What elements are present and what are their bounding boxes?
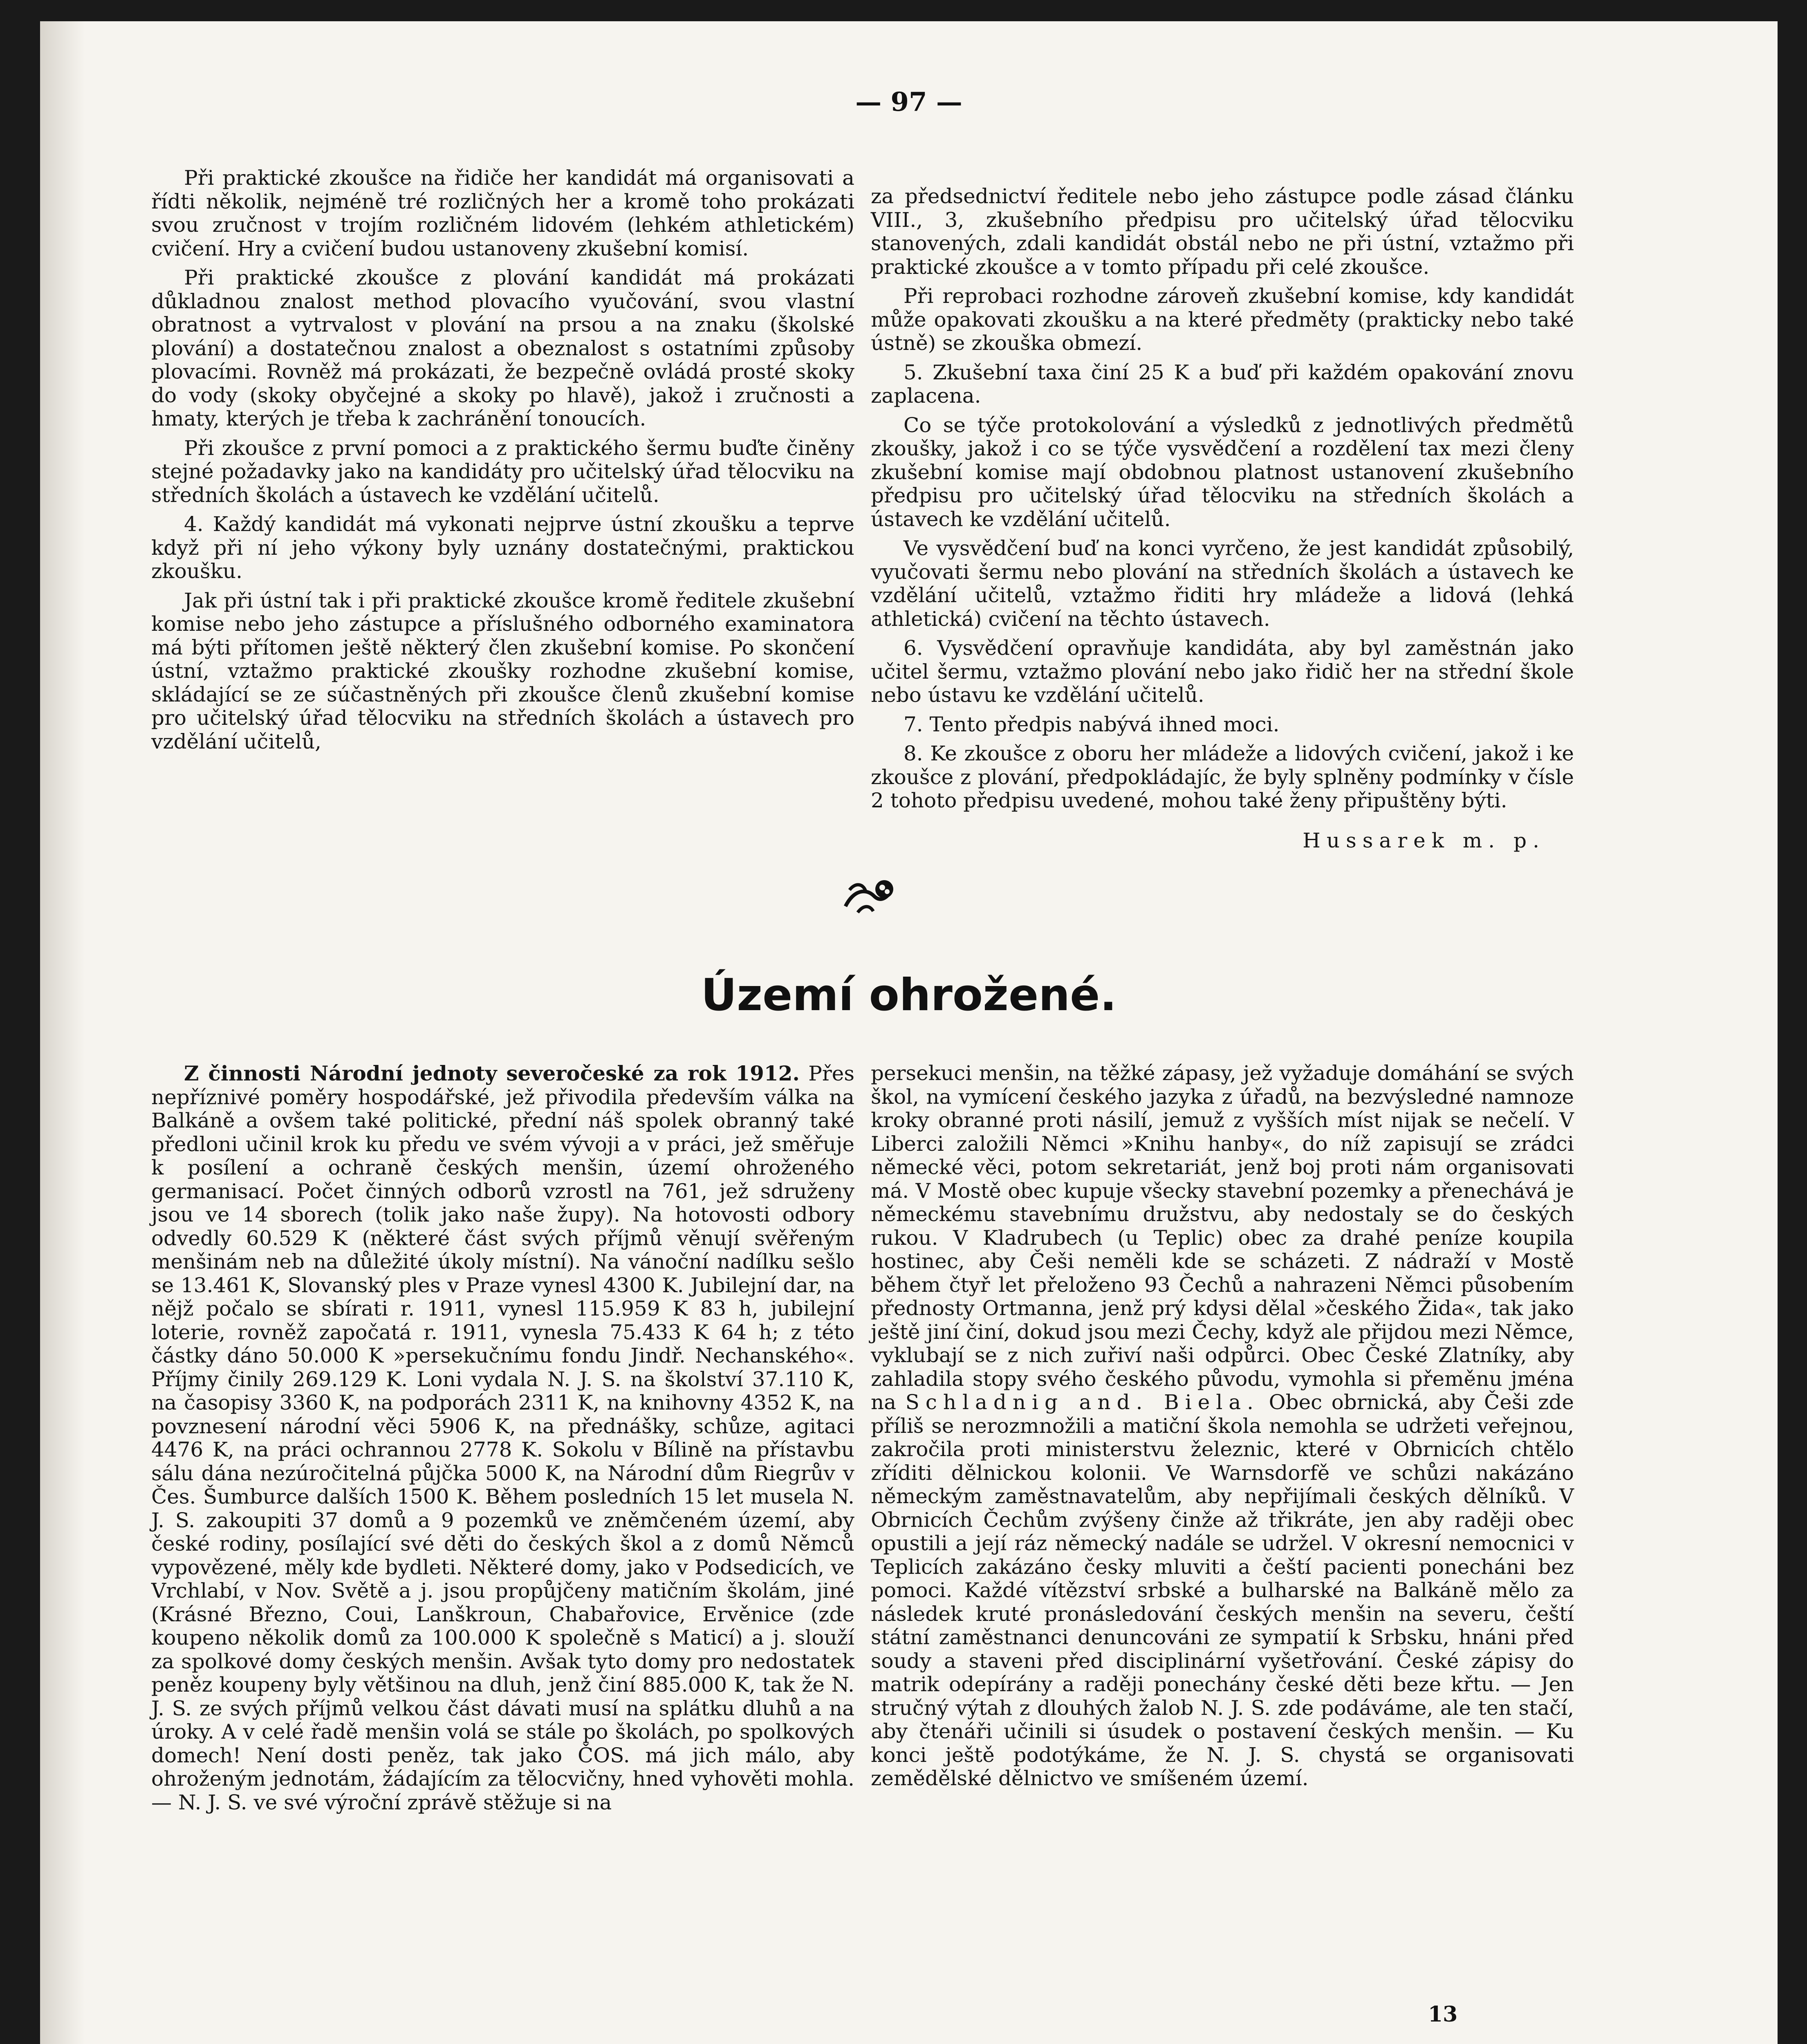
floral-ornament-icon [841, 874, 899, 919]
paragraph-text: Obec obrnická, aby Češi zde příliš se nerozmnožili a matiční škola nemohla se udržeti veřejnou, zakročila proti ministerstvu železnic, které v Obrnicích chtělo zříditi dělnickou kolonii. Ve Warnsdorfě ve schůzi nakázáno německým zaměstnavatelům, aby nepřijímali českých dělníků. V Obrnicích Čechům zvýšeny činže až třikráte, jen aby raději obec opustili a její ráz německý nadále se udržel. V okresní nemocnici v Teplicích zakázáno česky mluviti a čeští pacienti ponecháni bez pomoci. Každé vítězství srbské a bulharské na Balkáně mělo za následek kruté pronásledování českých menšin na severu, čeští státní zaměstnanci denuncováni ze sympatií k Srbsku, hnáni před soudy a staveni před disciplinární vyšetřování. České zápisy do matrik odepírány a raději ponechány české děti beze křtu. — Jen stručný výtah z dlouhých žalob N. J. S. zde podáváme, ale ten stačí, aby čtenáři učinili si úsudek o postavení českých menšin. — Ku konci ještě podotýkáme, že N. J. S. chystá se organisovati zemědělské dělnictvo ve smíšeném území. [871, 1390, 1574, 1790]
paragraph: Jak při ústní tak i při praktické zkoušce kromě ředitele zkušební komise nebo jeho zástupce a příslušného odborného examinatora má býti přítomen ještě některý člen zkušební komise. Po skončení ústní, vztažmo praktické zkoušky rozhodne zkušební komise, skládající se ze súčastněných při zkoušce členů zkušební komise pro učitelský úřad tělocviku na středních školách a ústavech pro vzdělání učitelů, [151, 588, 854, 753]
paragraph [871, 1062, 1574, 1791]
signature: Hussarek m. p. [1303, 828, 1545, 852]
paragraph: Co se týče protokolování a výsledků z jednotlivých předmětů zkoušky, jakož i co se týče vysvědčení a rozdělení tax mezi členy zkušební komise mají obdobnou platnost ustanovení zkušebního předpisu pro učitelský úřad tělocviku na středních školách a ústavech ke vzdělání učitelů. [871, 413, 1574, 531]
section-title: Území ohrožené. [701, 970, 1117, 1021]
paragraph [151, 1062, 854, 1814]
page-edge-shadow [40, 21, 85, 2044]
lead-heading: Z činnosti Národní jednoty severočeské za rok 1912. [184, 1061, 800, 1085]
paragraph: 6. Vysvědčení opravňuje kandidáta, aby byl zaměstnán jako učitel šermu, vztažmo plování nebo jako řidič her na střední škole nebo ústavu ke vzdělání učitelů. [871, 636, 1574, 707]
paragraph-text: persekuci menšin, na těžké zápasy, jež vyžaduje domáhání se svých škol, na vymícení českého jazyka z úřadů, na bezvýsledné namnoze kroky obranné proti násilí, jemuž z vyšších míst nijak se nečelí. V Liberci založili Němci »Knihu hanby«, do níž zapisují se zrádci německé věci, potom sekretariát, jenž boj proti nám organisovati má. V Mostě obec kupuje všecky stavební pozemky a přenechává je německému stavebnímu družstvu, aby nedostaly se do českých rukou. V Kladrubech (u Teplic) obec za drahé peníze koupila hostinec, aby Češi neměli kde se scházeti. Z nádraží v Mostě během čtyř let přeloženo 93 Čechů a nahrazeni Němci působením přednosty Ortmanna, jenž prý kdysi dělal »českého Žida«, tak jako ještě jiní činí, dokud jsou mezi Čechy, když ale přijdou mezi Němce, vyklubají se z nich zuřiví naši odpůrci. Obec České Zlatníky, aby zahladila stopy svého českého původu, vymohla si přeměnu jména na [871, 1061, 1574, 1414]
paragraph: Při praktické zkoušce z plování kandidát má prokázati důkladnou znalost method plovacího vyučování, svou vlastní obratnost a vytrvalost v plování na prsou a na znaku (školské plování) a dostatečnou znalost a obeznalost s ostatními způsoby plovacími. Rovněž má prokázati, že bezpečně ovládá prosté skoky do vody (skoky obyčejné a skoky po hlavě), jakož i zručnosti a hmaty, kterých je třeba k zachránění tonoucích. [151, 266, 854, 430]
paragraph: 4. Každý kandidát má vykonati nejprve ústní zkoušku a teprve když při ní jeho výkony byly uznány dostatečnými, praktickou zkoušku. [151, 512, 854, 583]
paragraph: 5. Zkušební taxa činí 25 K a buď při každém opakování znovu zaplacena. [871, 360, 1574, 408]
paragraph: 7. Tento předpis nabývá ihned moci. [904, 712, 1280, 736]
paragraph: 8. Ke zkoušce z oboru her mládeže a lidových cvičení, jakož i ke zkoušce z plování, předpokládajíc, že byly splněny podmínky v čísle 2 tohoto předpisu uvedené, mohou také ženy připuštěny býti. [871, 742, 1574, 812]
column-top-right [871, 185, 1574, 852]
paragraph: Při reprobaci rozhodne zároveň zkušební komise, kdy kandidát může opakovati zkoušku a na které předměty (prakticky nebo také ústně) se zkouška obmezí. [871, 284, 1574, 355]
spaced-name: Schladnig and. Biela. [905, 1390, 1260, 1414]
paragraph-text: Přes nepříznivé poměry hospodářské, jež přivodila především válka na Balkáně a ovšem také politické, přední náš spolek obranný také předloni učinil krok ku předu ve svém vývoji a v práci, jež směřuje k posílení a ochraně českých menšin, území ohroženého germanisací. Počet činných odborů vzrostl na 761, jež sdruženy jsou ve 14 sborech (tolik jako naše župy). Na hotovosti odbory odvedly 60.529 K (některé část svých příjmů věnují svěřeným menšinám neb na důležité úkoly místní). Na vánoční nadílku sešlo se 13.461 K, Slovanský ples v Praze vynesl 4300 K. Jubilejní dar, na nějž počalo se sbírati r. 1911, vynesl 115.959 K 83 h, jubilejní loterie, rovněž započatá r. 1911, vynesla 75.433 K 64 h; z této částky dáno 50.000 K »persekučnímu fondu Jindř. Nechanského«. Příjmy činily 269.129 K. Loni vydala N. J. S. na školství 37.110 K, na časopisy 3360 K, na podporách 2311 K, na knihovny 4352 K, na povznesení národní věci 5906 K, na přednášky, schůze, agitaci 4476 K, na práci ochrannou 2778 K. Sokolu v Bílině na přístavbu sálu dána nezúročitelná půjčka 5000 K, na Národní dům Riegrův v Čes. Šumburce dalších 1500 K. Během posledních 15 let musela N. J. S. zakoupiti 37 domů a 9 pozemků ve zněmčeném území, aby české rodiny, posílající své děti do českých škol a z domů Němců vypovězené, měly kde bydleti. Některé domy, jako v Podsedicích, ve Vrchlabí, v Nov. Světě a j. jsou propůjčeny matičním školám, jiné (Krásné Březno, Coui, Lanškroun, Chabařovice, Ervěnice (zde koupeno několik domů za 100.000 K společně s Maticí) a j. slouží za spolkové domy českých menšin. Avšak tyto domy pro nedostatek peněz koupeny byly většinou na dluh, jenž činí 885.000 K, tak že N. J. S. ze svých příjmů velkou část dávati musí na splátku dluhů a na úroky. A v celé řadě menšin volá se stále po školách, po spolkových domech! Není dosti peněz, tak jako ČOS. má jich málo, aby ohroženým jednotám, žádajícím za tělocvičny, hned vyhověti mohla. — N. J. S. ve své výroční zprávě stěžuje si na [151, 1062, 854, 1814]
paragraph: Při zkoušce z první pomoci a z praktického šermu buďte činěny stejné požadavky jako na kandidáty pro učitelský úřad tělocviku na středních školách a ústavech ke vzdělání učitelů. [151, 436, 854, 507]
paragraph: Ve vysvědčení buď na konci vyrčeno, že jest kandidát způsobilý, vyučovati šermu nebo plování na středních školách a ústavech ke vzdělání učitelů, vztažmo řiditi hry mládeže a lidová (lehká athletická) cvičení na těchto ústavech. [871, 536, 1574, 631]
page-number: — 97 — [855, 87, 962, 117]
paragraph: za předsednictví ředitele nebo jeho zástupce podle zásad článku VIII., 3, zkušebního předpisu pro učitelský úřad tělocviku stanovených, zdali kandidát obstál nebo ne při ústní, vztažmo při praktické zkoušce a v tomto případu při celé zkoušce. [871, 184, 1574, 279]
column-top-left [151, 166, 854, 759]
document-page [40, 21, 1778, 2044]
column-bottom-right [871, 1062, 1574, 1796]
column-bottom-left [151, 1062, 854, 1820]
paragraph: Při praktické zkoušce na řidiče her kandidát má organisovati a řídti několik, nejméně tré rozličných her a kromě toho prokázati svou zručnost v trojím rozličném lidovém (lehkém athletickém) cvičení. Hry a cvičení budou ustanoveny zkušební komisí. [151, 166, 854, 260]
folio-number: 13 [1428, 2002, 1458, 2027]
